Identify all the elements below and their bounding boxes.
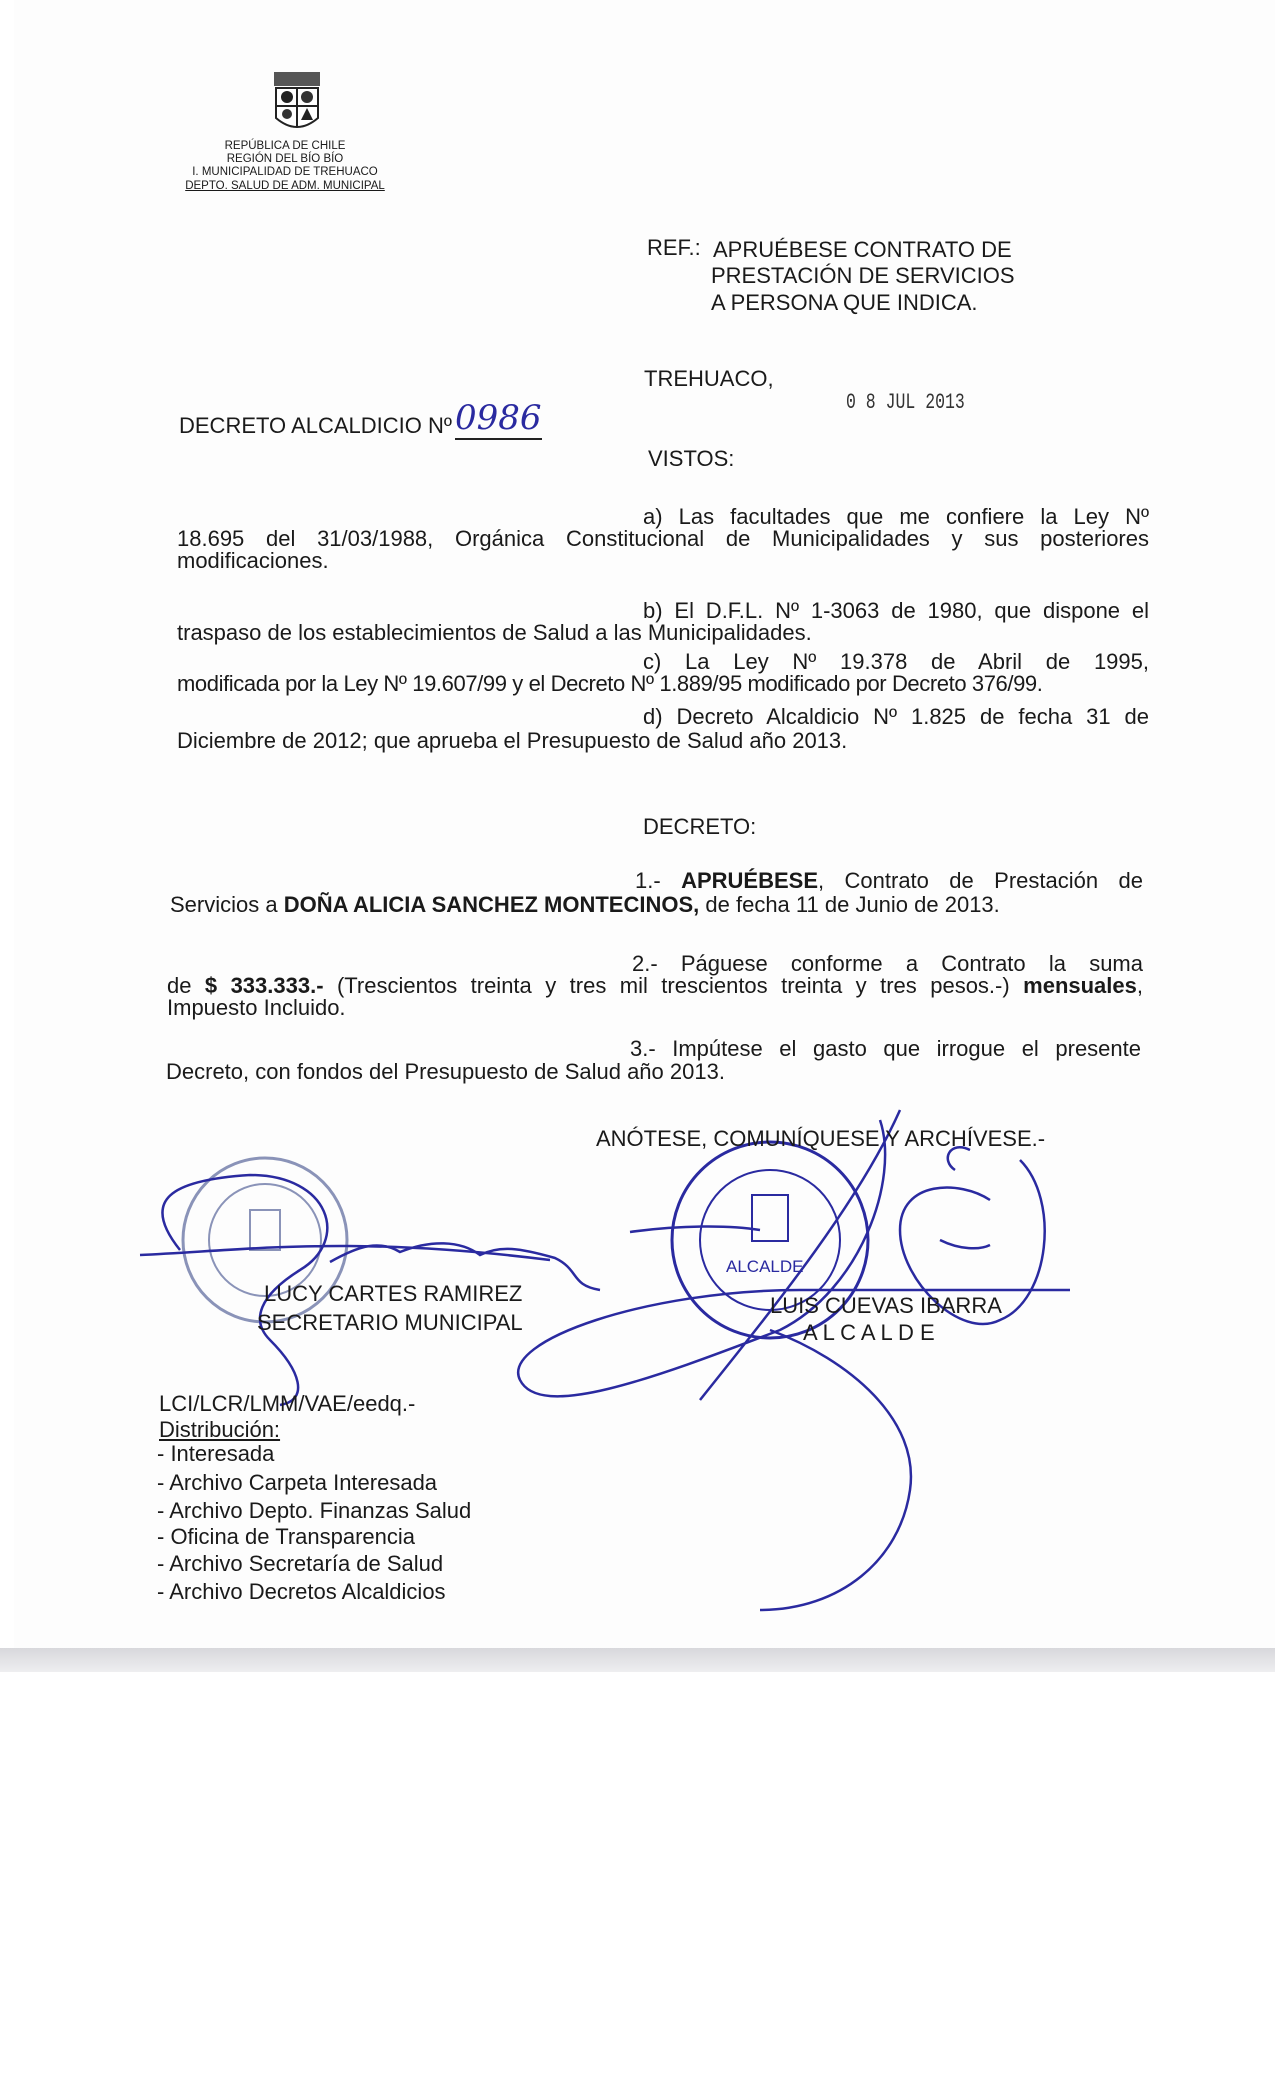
place: TREHUACO, (644, 366, 774, 391)
mayor-name: LUIS CUEVAS IBARRA (770, 1293, 1002, 1318)
amount-words: (Trescientos treinta y tres mil trescientos treinta y tres pesos.-) (323, 973, 1024, 998)
vistos-a: modificaciones. (177, 548, 329, 573)
secretary-name: LUCY CARTES RAMIREZ (264, 1281, 523, 1306)
mayor-signature (518, 1110, 1070, 1610)
letterhead-line: REPÚBLICA DE CHILE (224, 140, 346, 152)
p1-date: de fecha 11 de Junio de 2013. (699, 892, 1000, 917)
vistos-c: c) La Ley Nº 19.378 de Abril de 1995, (643, 649, 1149, 674)
decreto-p1-line2 (170, 892, 1000, 918)
decreto-p3: 3.- Impútese el gasto que irrogue el presente (630, 1036, 1141, 1061)
decreto-p2-line3: Impuesto Incluido. (167, 995, 346, 1020)
vistos-b: traspaso de los establecimientos de Salud a las Municipalidades. (177, 620, 812, 645)
letterhead-line: DEPTO. SALUD DE ADM. MUNICIPAL (185, 180, 385, 192)
mayor-title: A L C A L D E (803, 1320, 935, 1345)
ref-line: A PERSONA QUE INDICA. (711, 290, 978, 315)
distribution-heading: Distribución: (159, 1417, 281, 1442)
beneficiary-name: DOÑA ALICIA SANCHEZ MONTECINOS, (283, 892, 700, 917)
ref-line: APRUÉBESE CONTRATO DE (713, 237, 1012, 262)
ref-label: REF.: (647, 235, 701, 260)
vistos-a: 18.695 del 31/03/1988, Orgánica Constitucional de Municipalidades y sus posteriores (177, 526, 1149, 551)
p2-end: , (1136, 973, 1143, 998)
vistos-a: a) Las facultades que me confiere la Ley Nº (643, 504, 1149, 529)
p2-pre: de (167, 973, 205, 998)
p1-pre: Servicios a (170, 892, 284, 917)
distribution-item: - Archivo Carpeta Interesada (157, 1470, 438, 1495)
letterhead-line: REGIÓN DEL BÍO BÍO (226, 153, 344, 165)
decreto-heading: DECRETO: (643, 814, 757, 839)
p1-rest: , Contrato de Prestación de (818, 868, 1143, 893)
vistos-d: Diciembre de 2012; que aprueba el Presupuesto de Salud año 2013. (177, 728, 848, 753)
vistos-heading: VISTOS: (648, 446, 735, 471)
distribution-item: - Archivo Secretaría de Salud (157, 1551, 444, 1576)
decree-number: 0986 (455, 398, 542, 438)
initials: LCI/LCR/LMM/VAE/eedq.- (159, 1391, 416, 1416)
decreto-p1 (635, 868, 1143, 894)
svg-text:ALCALDE: ALCALDE (726, 1257, 804, 1276)
distribution-item: - Oficina de Transparencia (157, 1524, 416, 1549)
vistos-d: d) Decreto Alcaldicio Nº 1.825 de fecha 31 de (643, 704, 1149, 729)
distribution-item: - Archivo Decretos Alcaldicios (157, 1579, 446, 1604)
closing-formula: ANÓTESE, COMUNÍQUESE Y ARCHÍVESE.- (596, 1126, 1046, 1151)
date-stamp: 0 8 JUL 2013 (846, 390, 965, 415)
decreto-p2: 2.- Páguese conforme a Contrato la suma (632, 951, 1143, 976)
letterhead-line: I. MUNICIPALIDAD DE TREHUACO (192, 166, 378, 178)
distribution-item: - Archivo Depto. Finanzas Salud (157, 1498, 472, 1523)
vistos-b: b) El D.F.L. Nº 1-3063 de 1980, que dispone el (643, 598, 1149, 623)
distribution-item: - Interesada (157, 1441, 275, 1466)
decreto-p3: Decreto, con fondos del Presupuesto de Salud año 2013. (166, 1059, 725, 1084)
p1-num: 1.- (635, 868, 661, 893)
period: mensuales (1023, 973, 1137, 998)
secretary-title: SECRETARIO MUNICIPAL (257, 1310, 523, 1335)
municipal-crest-icon (274, 72, 320, 127)
vistos-c: modificada por la Ley Nº 19.607/99 y el Decreto Nº 1.889/95 modificado por Decreto 376/99. (177, 671, 1043, 696)
p1-bold: APRUÉBESE (681, 868, 819, 893)
decree-title: DECRETO ALCALDICIO Nº (179, 413, 452, 438)
amount: $ 333.333.- (204, 973, 324, 998)
ref-line: PRESTACIÓN DE SERVICIOS (711, 263, 1015, 288)
